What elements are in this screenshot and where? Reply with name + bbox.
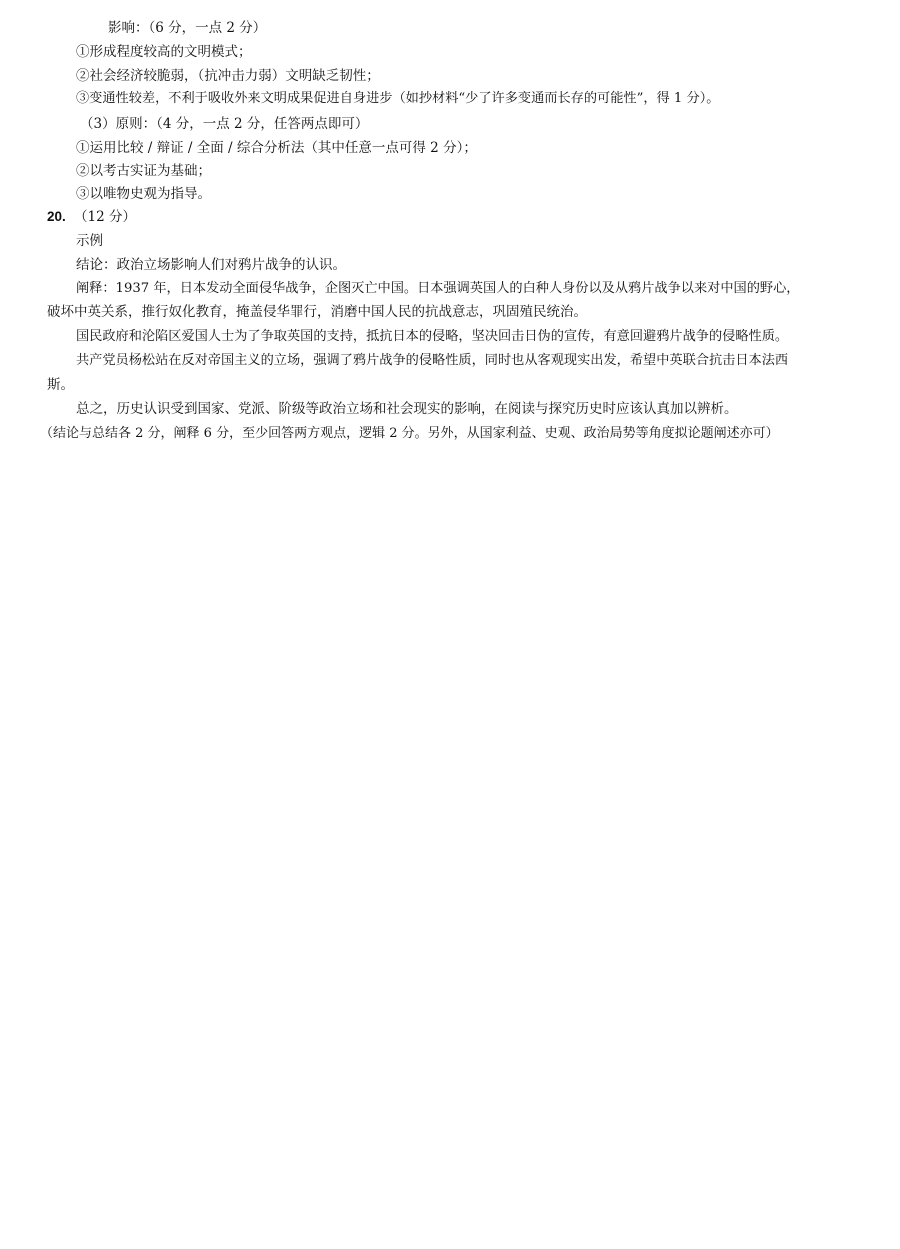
summary-line: 总之，历史认识受到国家、党派、阶级等政治立场和社会现实的影响，在阅读与探究历史时应该认真加以辨析。 bbox=[76, 401, 738, 417]
scoring-note: （结论与总结各 2 分，阐释 6 分，至少回答两方观点，逻辑 2 分。另外，从国家利益、史观、政治局势等角度拟论题阐述亦可） bbox=[40, 426, 779, 441]
impact-heading: 影响：（6 分，一点 2 分） bbox=[108, 20, 267, 36]
question-number: 20. bbox=[47, 209, 66, 224]
principle-heading: （3）原则：（4 分，一点 2 分，任答两点即可） bbox=[80, 116, 369, 132]
conclusion-line: 结论：政治立场影响人们对鸦片战争的认识。 bbox=[76, 257, 346, 273]
explanation-line-1: 阐释：1937 年，日本发动全面侵华战争，企图灭亡中国。日本强调英国人的白种人身份以及从鸦片战争以来对中国的野心， bbox=[76, 281, 800, 296]
kmt-paragraph: 国民政府和沦陷区爱国人士为了争取英国的支持，抵抗日本的侵略，坚决回击日伪的宣传，有意回避鸦片战争的侵略性质。 bbox=[76, 329, 789, 344]
impact-item-1: ①形成程度较高的文明模式； bbox=[76, 44, 252, 60]
impact-item-2: ②社会经济较脆弱，（抗冲击力弱）文明缺乏韧性； bbox=[76, 68, 380, 84]
explanation-line-2: 破坏中英关系，推行奴化教育，掩盖侵华罪行，消磨中国人民的抗战意志，巩固殖民统治。 bbox=[47, 304, 587, 320]
cpc-line-1: 共产党员杨松站在反对帝国主义的立场，强调了鸦片战争的侵略性质，同时也从客观现实出发，希望中英联合抗击日本法西 bbox=[76, 353, 789, 368]
question-score: （12 分） bbox=[74, 209, 136, 225]
principle-item-2: ②以考古实证为基础； bbox=[76, 163, 211, 179]
cpc-line-2: 斯。 bbox=[47, 377, 74, 393]
principle-item-1: ①运用比较 / 辩证 / 全面 / 综合分析法（其中任意一点可得 2 分）； bbox=[76, 140, 477, 156]
principle-item-3: ③以唯物史观为指导。 bbox=[76, 186, 211, 202]
example-label: 示例 bbox=[76, 233, 103, 249]
impact-item-3: ③变通性较差，不利于吸收外来文明成果促进自身进步（如抄材料“少了许多变通而长存的可能性”，得 1 分）。 bbox=[76, 91, 720, 106]
